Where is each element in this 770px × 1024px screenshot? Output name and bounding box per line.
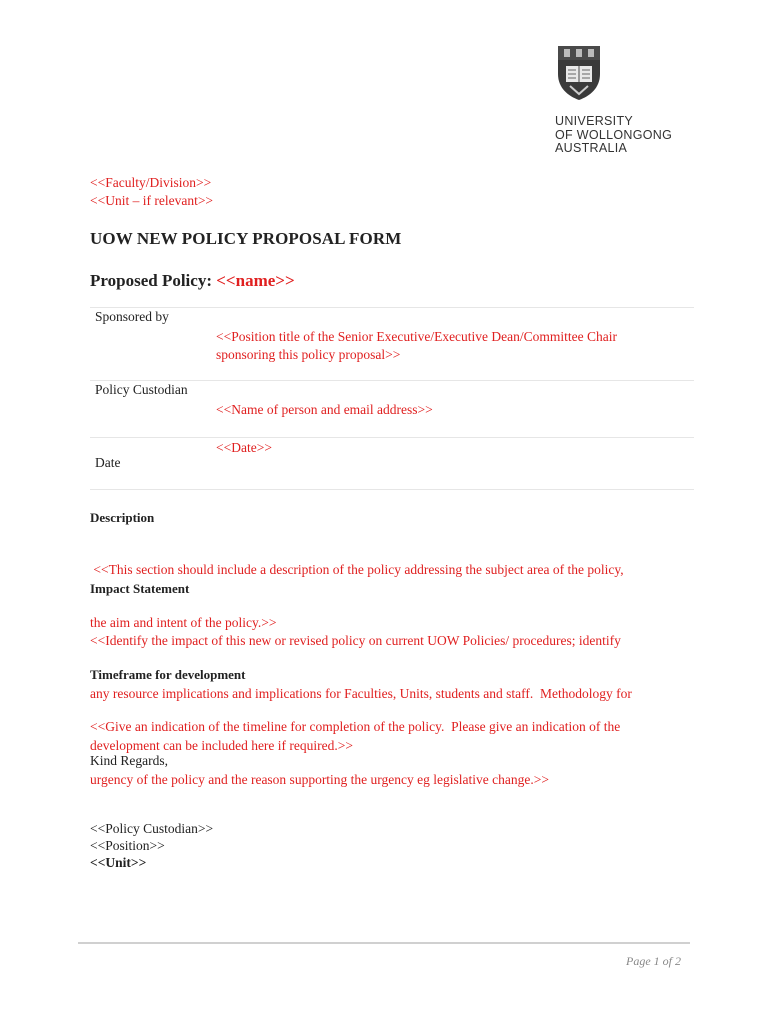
timeframe-heading: Timeframe for development	[90, 667, 246, 682]
signature-position: <<Position>>	[90, 838, 165, 853]
impact-line-3: development can be included here if required.>>	[90, 738, 353, 753]
proposed-policy-name: <<name>>	[216, 271, 295, 290]
signature-block	[90, 820, 213, 871]
divider	[90, 437, 694, 438]
logo-line-1: UNIVERSITY	[555, 114, 634, 128]
description-line-1: <<This section should include a description of the policy addressing the subject area of the policy,	[90, 562, 624, 577]
header-placeholders	[90, 174, 213, 210]
date-value: <<Date>>	[216, 440, 272, 455]
university-logo	[555, 44, 695, 156]
timeframe-section	[90, 667, 690, 823]
policy-custodian-label: Policy Custodian	[95, 382, 188, 397]
footer-divider	[78, 942, 690, 944]
impact-heading: Impact Statement	[90, 581, 190, 596]
logo-line-3: AUSTRALIA	[555, 141, 628, 155]
policy-custodian-value: <<Name of person and email address>>	[216, 402, 433, 417]
proposed-policy-label: Proposed Policy:	[90, 271, 217, 290]
timeframe-line-1: <<Give an indication of the timeline for completion of the policy. Please give an indication of the	[90, 719, 621, 734]
signature-custodian: <<Policy Custodian>>	[90, 821, 214, 836]
divider	[90, 489, 694, 490]
timeframe-body	[90, 683, 690, 823]
impact-line-2: any resource implications and implications for Faculties, Units, students and staff. Methodology for	[90, 685, 632, 701]
divider	[90, 307, 694, 308]
sponsored-by-line-1: <<Position title of the Senior Executive/Executive Dean/Committee Chair	[216, 329, 618, 344]
date-label: Date	[95, 455, 121, 470]
sponsored-by-value	[216, 328, 617, 364]
description-heading: Description	[90, 510, 155, 525]
unit-placeholder: <<Unit – if relevant>>	[90, 193, 214, 208]
logo-line-2: OF WOLLONGONG	[555, 127, 673, 142]
sponsored-by-label: Sponsored by	[95, 309, 169, 324]
closing-text: Kind Regards,	[90, 753, 168, 768]
signature-unit: <<Unit>>	[90, 855, 147, 870]
faculty-placeholder: <<Faculty/Division>>	[90, 175, 212, 190]
page-number: Page 1 of 2	[626, 954, 681, 968]
proposed-policy-heading	[90, 271, 295, 291]
crest-icon	[556, 44, 602, 102]
timeframe-line-2: urgency of the policy and the reason supporting the urgency eg legislative change.>>	[90, 771, 549, 787]
sponsored-by-line-2: sponsoring this policy proposal>>	[216, 347, 401, 362]
divider	[90, 380, 694, 381]
impact-line-1: <<Identify the impact of this new or revised policy on current UOW Policies/ procedures; identify	[90, 633, 621, 648]
form-title: UOW NEW POLICY PROPOSAL FORM	[90, 229, 402, 248]
description-line-2: the aim and intent of the policy.>>	[90, 614, 277, 630]
